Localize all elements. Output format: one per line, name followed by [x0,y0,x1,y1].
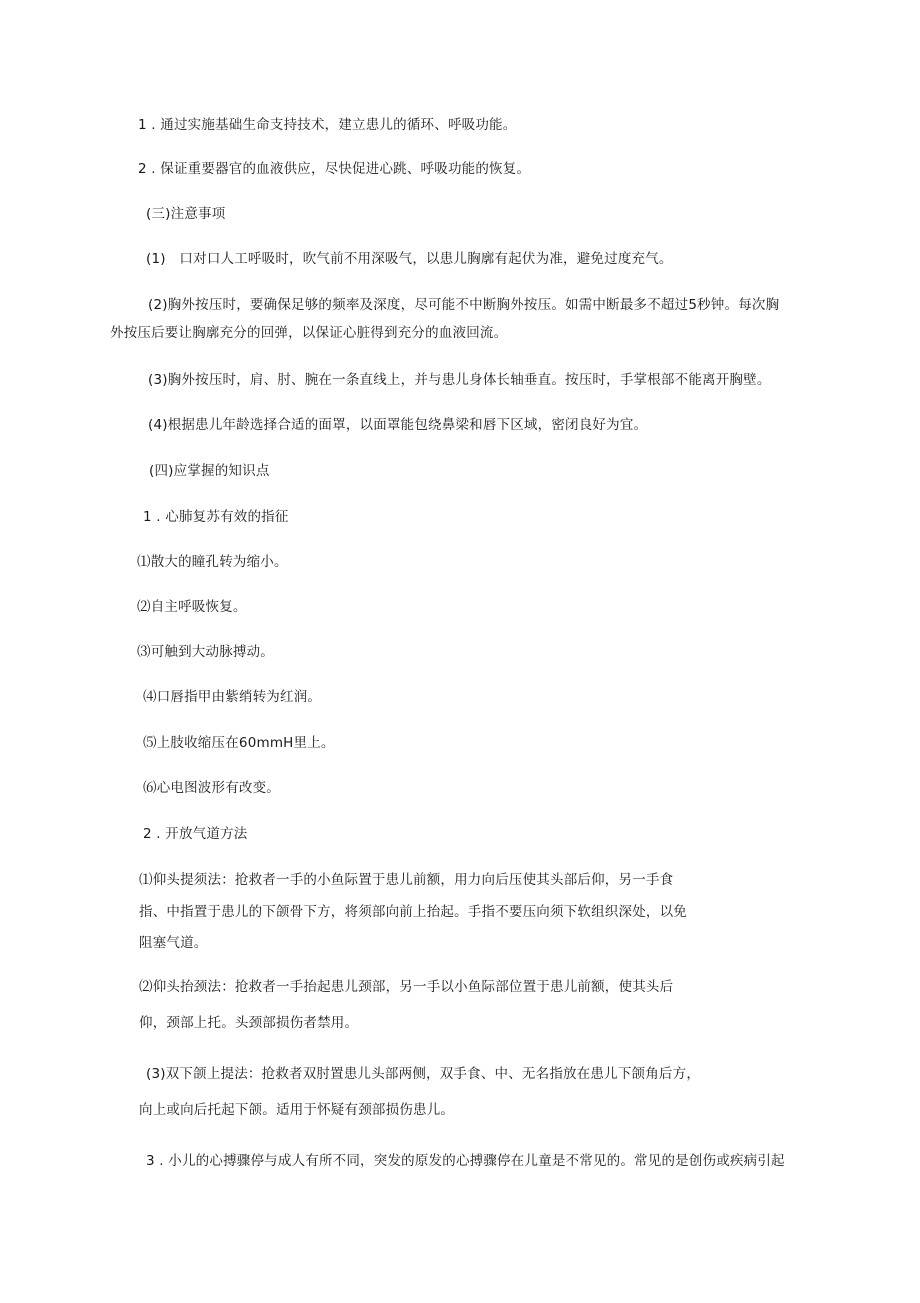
airway-method-1-line-3: 阻塞气道。 [139,935,208,951]
precaution-4: (4)根据患儿年龄选择合适的面罩，以面罩能包绕鼻梁和唇下区域，密闭良好为宜。 [148,417,648,433]
airway-method-2-line-1: ⑵仰头抬颈法：抢救者一手抬起患儿颈部，另一手以小鱼际部位置于患儿前额，使其头后 [139,979,674,995]
airway-method-1-line-2: 指、中指置于患儿的下颌骨下方，将须部向前上抬起。手指不要压向须下软组织深处，以免 [139,904,687,920]
airway-method-3-line-2: 向上或向后托起下颌。适用于怀疑有颈部损伤患儿。 [139,1102,455,1118]
sign-item: ⑸上肢收缩压在60mmH里上。 [143,735,335,751]
signs-heading: 1 . 心肺复苏有效的指征 [143,509,289,525]
point-3: 3 . 小儿的心搏骤停与成人有所不同，突发的原发的心搏骤停在儿童是不常见的。常见的是创伤或疾病引起 [146,1153,785,1169]
airway-method-3-line-1: (3)双下颌上提法：抢救者双肘置患儿头部两侧，双手食、中、无名指放在患儿下颌角后方， [146,1066,701,1082]
sign-item: ⑹心电图波形有改变。 [143,780,280,796]
airway-method-2-line-2: 仰，颈部上托。头颈部损伤者禁用。 [139,1015,359,1031]
sign-item: ⑷口唇指甲由紫绡转为红润。 [143,689,322,705]
goal-2: 2 . 保证重要器官的血液供应，尽快促进心跳、呼吸功能的恢复。 [138,161,531,177]
section-heading-knowledge: (四)应掌握的知识点 [149,463,270,479]
airway-heading: 2 . 开放气道方法 [143,826,248,842]
precaution-2-line-1: (2)胸外按压时，要确保足够的频率及深度，尽可能不中断胸外按压。如需中断最多不超过5秒钟。每次胸 [148,297,780,313]
precaution-2-line-2: 外按压后要让胸廓充分的回弹，以保证心脏得到充分的血液回流。 [110,325,508,341]
airway-method-1-line-1: ⑴仰头提须法：抢救者一手的小鱼际置于患儿前额，用力向后压使其头部后仰，另一手食 [139,872,674,888]
sign-item: ⑵自主呼吸恢复。 [137,599,247,615]
sign-item: ⑶可触到大动脉搏动。 [137,644,274,660]
precaution-3: (3)胸外按压时，肩、肘、腕在一条直线上，并与患儿身体长轴垂直。按压时，手掌根部不能离开胸壁。 [148,372,771,388]
sign-item: ⑴散大的瞳孔转为缩小。 [137,554,288,570]
goal-1: 1 . 通过实施基础生命支持技术，建立患儿的循环、呼吸功能。 [138,117,517,133]
section-heading-precautions: (三)注意事项 [146,206,226,222]
precaution-1: (1) 口对口人工呼吸时，吹气前不用深吸气，以患儿胸廓有起伏为准，避免过度充气。 [146,251,673,267]
